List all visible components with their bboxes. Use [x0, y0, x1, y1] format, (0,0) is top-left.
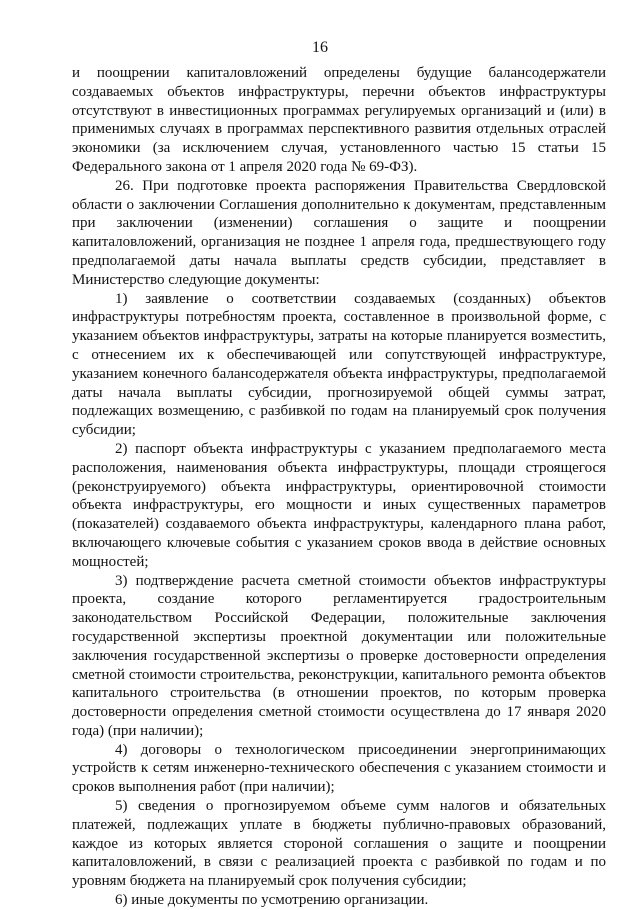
list-item-4: 4) договоры о технологическом присоединении энергопринимающих устройств к сетям инженерно-технического обеспечения с указанием стоимости и сроков выполнения работ (при наличии); — [72, 741, 606, 796]
document-body — [72, 64, 606, 910]
list-item-5: 5) сведения о прогнозируемом объеме сумм налогов и обязательных платежей, подлежащих уплате в бюджеты публично-правовых образований, каждое из которых является стороной соглашения о защите и поощрении капиталовложений, в связи с реализацией проекта с разбивкой по годам и по уровням бюджета на планируемый срок получения субсидии; — [72, 798, 606, 890]
list-item-1: 1) заявление о соответствии создаваемых (созданных) объектов инфраструктуры потребностям проекта, составленное в произвольной форме, с указанием объектов инфраструктуры, затраты на которые планируется возместить, с отнесением их к обеспечивающей или сопутствующей инфраструктуре, указанием конечного балансодержателя объекта инфраструктуры, предполагаемой даты начала выплаты субсидии, прогнозируемой общей суммы затрат, подлежащих возмещению, с разбивкой по годам на планируемый срок получения субсидии; — [72, 290, 606, 439]
paragraph-continuation: и поощрении капиталовложений определены будущие балансодержатели создаваемых объектов инфраструктуры, перечни объектов инфраструктуры отсутствуют в инвестиционных программах регулируемых организаций и (или) в применимых случаях в программах перспективного развития отдельных отраслей экономики (за исключением случая, установленного частью 15 статьи 15 Федерального закона от 1 апреля 2020 года № 69-ФЗ). — [72, 65, 606, 175]
paragraph-clause-26: 26. При подготовке проекта распоряжения Правительства Свердловской области о заключении Соглашения дополнительно к документам, представленным при заключении (изменении) соглашения о защите и поощрении капиталовложений, организация не позднее 1 апреля года, предшествующего году предполагаемой даты начала выплаты средств субсидии, представляет в Министерство следующие документы: — [72, 177, 606, 288]
list-item-3: 3) подтверждение расчета сметной стоимости объектов инфраструктуры проекта, создание которого регламентируется градостроительным законодательством Российской Федерации, положительные заключения государственной экспертизы проектной документации или положительные заключения государственной экспертизы о проверке достоверности определения сметной стоимости строительства, реконструкции, капитального ремонта объектов капитального строительства (в отношении проектов, по которым проверка достоверности определения сметной стоимости осуществлена до 17 января 2020 года) (при наличии); — [72, 572, 606, 739]
list-item-6: 6) иные документы по усмотрению организации. — [115, 892, 429, 909]
list-item-2: 2) паспорт объекта инфраструктуры с указанием предполагаемого места расположения, наименования объекта инфраструктуры, площади строящегося (реконструируемого) объекта инфраструктуры, ориентировочной стоимости объекта инфраструктуры, его мощности и иных существенных параметров (показателей) создаваемого объекта инфраструктуры, календарного плана работ, включающего ключевые события с указанием сроков ввода в действие основных мощностей; — [72, 440, 606, 570]
page-number: 16 — [312, 39, 328, 56]
